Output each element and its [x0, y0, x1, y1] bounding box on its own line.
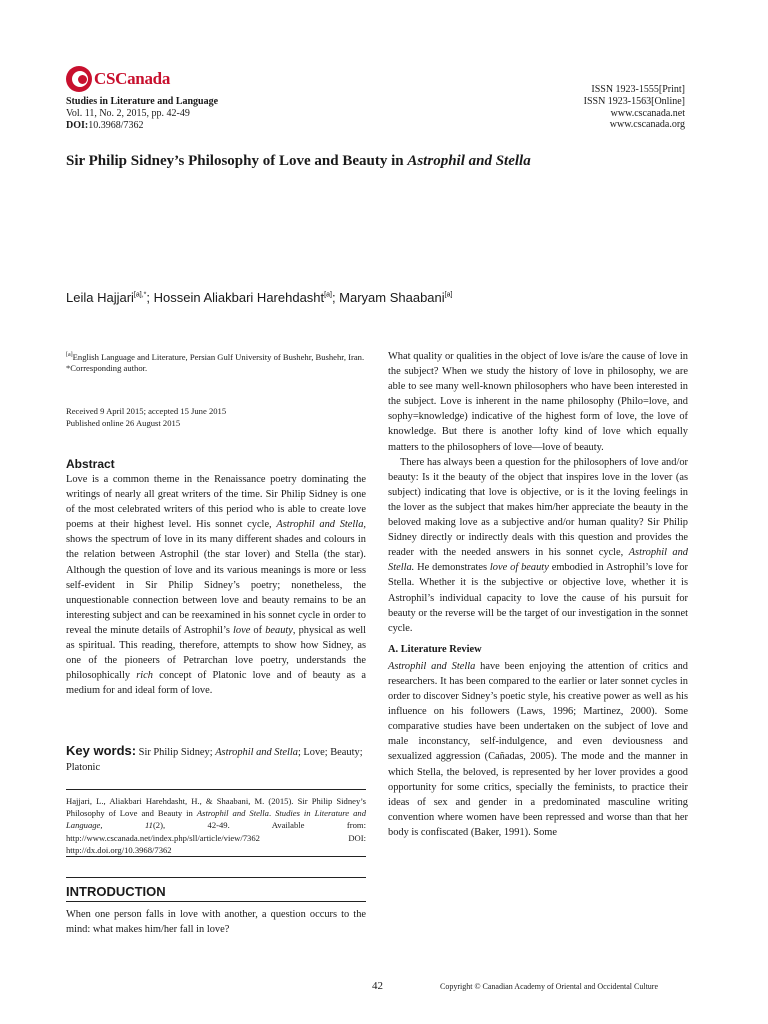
p2-italic-b: love of beauty: [489, 562, 549, 574]
citation-divider-bottom: [66, 856, 366, 857]
citation-text-1: Hajjari, L., Aliakbari Harehdasht, H., & Shaabani, M. (2015). Sir Philip Sidney’s Philosophy of Love and Beauty in: [66, 796, 366, 819]
site-link-net[interactable]: www.cscanada.net: [610, 107, 685, 119]
abstract-text-2: shows the spectrum of love in its many different shades and colours in the relation between Astrophil (the star lover) and Stella (the star). Although the question of love and its various meanings is more or less self-evident in Sir Philip Sidney’s poetry; nonetheless, the unquestionable connection between love and beauty remains to be an interesting subject and can be reexamined in his sonnet cycle in order to reveal the minute details of Astrophil’s: [66, 534, 366, 636]
keywords-label: Key words:: [66, 743, 137, 758]
introduction-text: When one person falls in love with another, a question occurs to the mind: what makes him/her fall in love?: [66, 909, 366, 936]
article-title: [66, 153, 531, 170]
abstract-text-1: Love is a common theme in the Renaissance poetry dominating the writings of nearly all great writers of the time. Sir Philip Sidney is one of the most celebrated writers of this period who is able to create love poems at their highest level. His sonnet cycle,: [66, 474, 366, 531]
issn-print: ISSN 1923-1555[Print]: [591, 84, 685, 95]
author-3: ; Maryam Shaabani: [331, 290, 445, 305]
publisher-logo: [66, 66, 170, 92]
cscanada-logo-icon: [66, 66, 92, 92]
p2-text-c: embodied in Astrophil’s love for Stella. Whether it is the subjective or objective love, whether it is Astrophil’s individual capacity to love the cause of his pursuit for beauty or the reverse will be the target of our investigation in the sonnet cycle.: [388, 562, 688, 634]
abstract-text-mid: of: [250, 624, 266, 636]
abstract-italic-2: love: [233, 624, 251, 636]
affiliation-text: English Language and Literature, Persian Gulf University of Bushehr, Bushehr, Iran.: [72, 351, 365, 362]
p3-italic: Astrophil and Stella: [388, 660, 476, 672]
citation-italic-1: Astrophil and Stella: [196, 808, 269, 819]
doi-line: [66, 120, 218, 132]
issn-block: [584, 84, 685, 131]
published-date: Published online 26 August 2015: [66, 417, 181, 428]
affiliation: [66, 350, 376, 375]
right-column: [388, 349, 688, 840]
author-1: Leila Hajjari: [66, 290, 134, 305]
author-3-sup: [a]: [444, 291, 453, 299]
author-list: [66, 290, 452, 305]
abstract-italic-3: beauty: [265, 624, 293, 636]
intro-divider-bottom: [66, 901, 366, 902]
site-link-org[interactable]: www.cscanada.org: [609, 119, 685, 131]
abstract-italic-4: rich: [136, 670, 153, 682]
abstract-body: [66, 472, 366, 698]
affiliation-sup: [a]: [66, 352, 73, 358]
corresponding-author: *Corresponding author.: [66, 363, 148, 374]
dates: [66, 406, 376, 429]
abstract-heading: Abstract: [66, 457, 115, 471]
abstract-text-4: concept of Platonic love and of beauty as a medium for and ideal form of love.: [66, 670, 366, 697]
citation-italic-3: 11: [144, 820, 153, 831]
author-1-sup: [a],*: [133, 291, 147, 299]
citation-text-3: ,: [100, 820, 145, 831]
paragraph-2: [388, 455, 688, 636]
p2-italic-a: Astrophil and Stella.: [388, 547, 688, 574]
author-2: ; Hossein Aliakbari Harehdasht: [146, 290, 325, 305]
copyright: Copyright © Canadian Academy of Oriental and Occidental Culture: [440, 982, 659, 991]
p2-text-b: He demonstrates: [414, 562, 490, 574]
keyword-italic: Astrophil and Stella: [215, 747, 298, 758]
title-italic: Astrophil and Stella: [407, 153, 531, 169]
doi-label: DOI:: [66, 119, 89, 131]
publisher-name: CSCanada: [94, 69, 171, 88]
citation-italic-2: Studies in Literature and Language: [66, 808, 367, 831]
journal-name: Studies in Literature and Language: [66, 96, 219, 107]
page-number: 42: [372, 980, 383, 992]
doi-value[interactable]: 10.3968/7362: [88, 119, 144, 131]
received-date: Received 9 April 2015; accepted 15 June 2015: [66, 406, 227, 416]
author-2-sup: [a]: [324, 291, 332, 299]
keywords: [66, 743, 366, 775]
issn-online: ISSN 1923-1563[Online]: [583, 95, 685, 107]
section-heading-literature-review: A. Literature Review: [388, 643, 482, 655]
keyword-text-2: ; Love; Beauty; Platonic: [66, 747, 363, 774]
p3-text: have been enjoying the attention of critics and researchers. It has been compared to the earlier or later sonnet cycles in order to discover Sidney’s poetic style, his creative power as well as his influence on his followers (Laws, 1996; Martinez, 2000). Some comparative studies have been undertaken on the subject of love and male inconstancy, self-indulgence, and even deviousness and sexualized aggression (Cañadas, 2005). The mode and the manner in which Stella, the beloved, is represented by her lover provides a good opportunity for some critics, specially the feminists, to practice their ideas of sex and gender in a predominated masculine writing convention where women have been repressed and worse than that her body is confiscated (Baker, 1991). Some: [388, 660, 688, 838]
abstract-text-3: , physical as well as spiritual. This reading, therefore, attempts to show how Sidney, as one of the pioneers of Petrarchan love poetry, understands the philosophically: [66, 624, 367, 682]
volume-line: Vol. 11, No. 2, 2015, pp. 42-49: [66, 107, 190, 119]
title-text: Sir Philip Sidney’s Philosophy of Love and Beauty in: [66, 153, 408, 169]
journal-info: [66, 96, 218, 131]
intro-divider-top: [66, 877, 366, 878]
p2-text-a: There has always been a question for the philosophers of love and/or beauty: Is it the beauty of the object that inspires love in the lover (as subject) indicating that love is objective, or is it the loving feelings in the lover as the subject that makes him/her appreciate the beauty in the beloved making love as a subjective and/or human quality? Sir Philip Sidney directly or indirectly deals with this question and provides the reader with the needed answers in his sonnet cycle,: [388, 456, 688, 559]
citation-text-2: .: [268, 808, 276, 819]
abstract-italic-1: Astrophil and Stella,: [276, 519, 366, 531]
citation-block: [66, 795, 366, 856]
introduction-heading: INTRODUCTION: [66, 884, 166, 899]
keyword-text-1: Sir Philip Sidney;: [136, 747, 216, 758]
paragraph-1: What quality or qualities in the object of love is/are the cause of love in the subject? When we study the history of love in philosophy, we are able to see many well-known philosophers who have been interested in the subject. Love is inherent in the name philosophy (Philo=love, and sophy=knowledge) indicative of the highest form of love, the love of knowledge. But there is another lofty kind of love which equally matters to the philosophers of love—love of beauty.: [388, 351, 688, 453]
citation-divider-top: [66, 789, 366, 790]
citation-text-4[interactable]: (2), 42-49. Available from: http://www.cscanada.net/index.php/sll/article/view/7362 DOI: http://dx.doi.org/10.3968/7362: [66, 820, 367, 855]
paragraph-3: [388, 659, 688, 840]
